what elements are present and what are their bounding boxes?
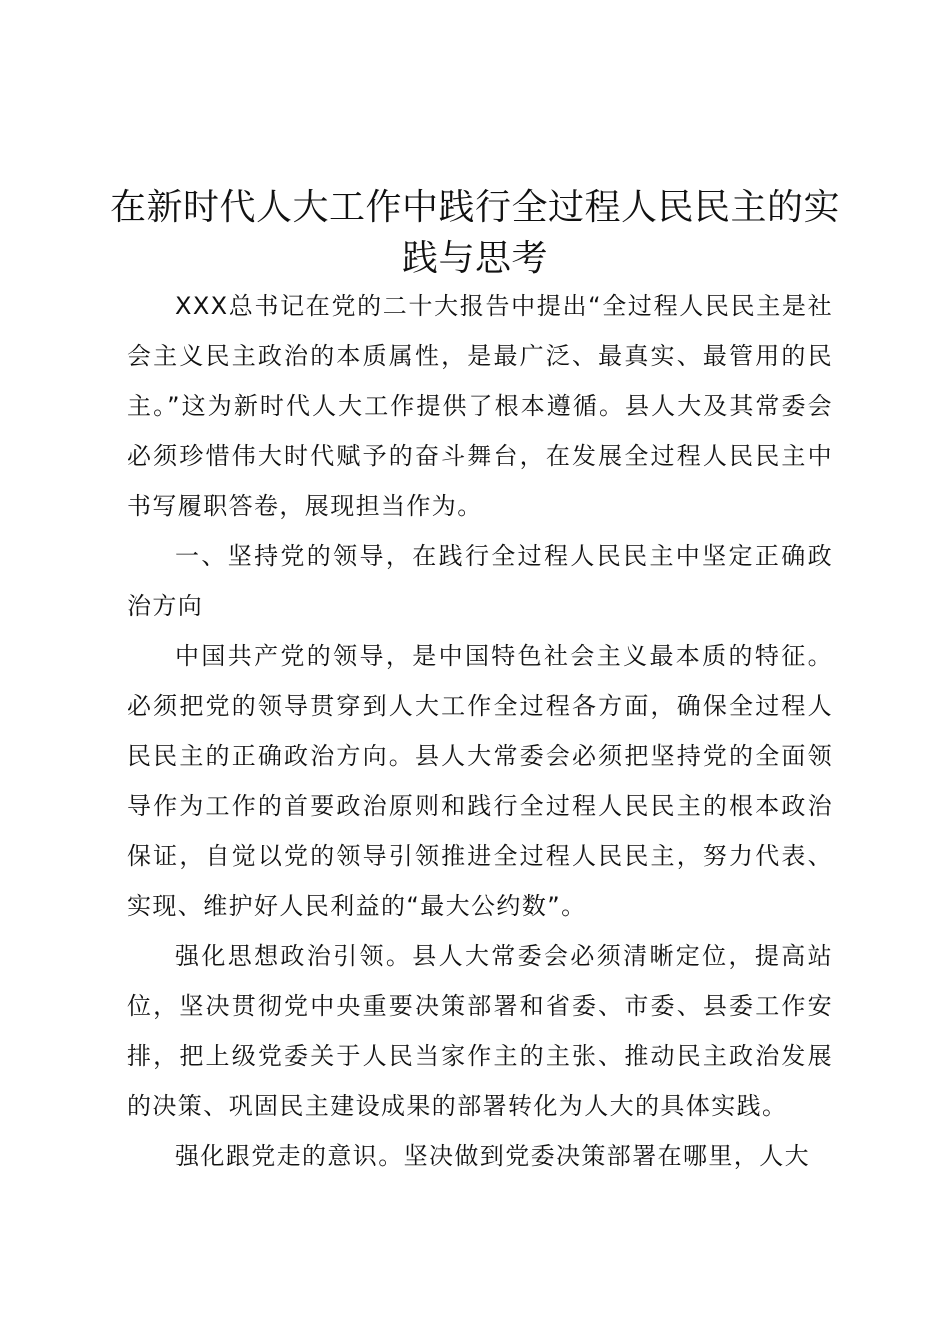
body-paragraph: 中国共产党的领导，是中国特色社会主义最本质的特征。必须把党的领导贯穿到人大工作全过程各方面，确保全过程人民民主的正确政治方向。县人大常委会必须把坚持党的全面领导作为工作的首要政治原则和践行全过程人民民主的根本政治保证，自觉以党的领导引领推进全过程人民民主，努力代表、实现、维护好人民利益的“最大公约数”。 xyxy=(127,642,833,920)
body-paragraph: 强化跟党走的意识。坚决做到党委决策部署在哪里，人大 xyxy=(175,1142,810,1170)
intro-paragraph: XXX总书记在党的二十大报告中提出“全过程人民民主是社会主义民主政治的本质属性，是最广泛、最真实、最管用的民主。”这为新时代人大工作提供了根本遵循。县人大及其常委会必须珍惜伟大时代赋予的奋斗舞台，在发展全过程人民民主中书写履职答卷，展现担当作为。 xyxy=(127,292,833,520)
document-body xyxy=(127,281,833,1181)
body-paragraph: 强化思想政治引领。县人大常委会必须清晰定位，提高站位，坚决贯彻党中央重要决策部署和省委、市委、县委工作安排，把上级党委关于人民当家作主的主张、推动民主政治发展的决策、巩固民主建设成果的部署转化为人大的具体实践。 xyxy=(127,942,833,1120)
section-heading: 一、坚持党的领导，在践行全过程人民民主中坚定正确政治方向 xyxy=(127,542,833,620)
document-title: 在新时代人大工作中践行全过程人民民主的实践与思考 xyxy=(110,187,841,279)
